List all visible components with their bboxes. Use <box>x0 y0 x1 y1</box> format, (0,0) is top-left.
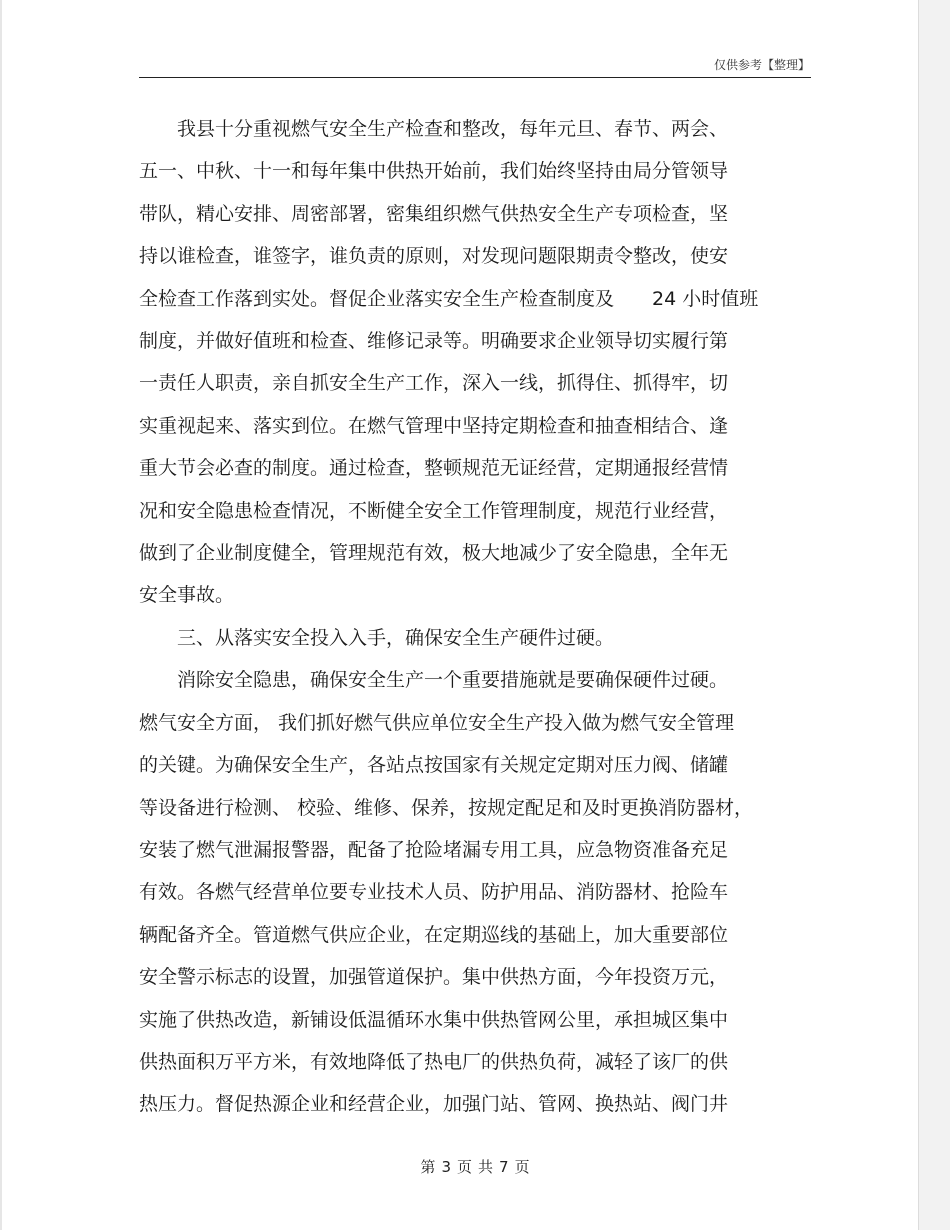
text-line: 三、从落实安全投入入手，确保安全生产硬件过硬。 <box>177 626 615 649</box>
text-line: 持以谁检查，谁签字，谁负责的原则，对发现问题限期责令整改，使安 <box>139 245 729 268</box>
text-line: 全检查工作落到实处。督促企业落实安全生产检查制度及 24 小时值班 <box>139 287 759 310</box>
text-line: 一责任人职责，亲自抓安全生产工作，深入一线，抓得住、抓得牢，切 <box>139 372 729 395</box>
page-header-note: 仅供参考【整理】 <box>713 58 810 72</box>
text-line: 安全事故。 <box>139 584 235 607</box>
text-line: 实施了供热改造，新铺设低温循环水集中供热管网公里，承担城区集中 <box>139 1008 729 1031</box>
document-body <box>139 108 819 1126</box>
text-line: 重大节会必查的制度。通过检查，整顿规范无证经营，定期通报经营情 <box>139 457 729 480</box>
total-page-number: 7 <box>499 1158 509 1176</box>
page-left-edge <box>0 0 2 1230</box>
footer-total-prefix: 共 <box>478 1158 494 1176</box>
text-line: 燃气安全方面， 我们抓好燃气供应单位安全生产投入做为燃气安全管理 <box>139 711 735 734</box>
header-rule <box>139 77 811 78</box>
paragraph-hardware <box>139 659 819 1125</box>
text-line: 制度，并做好值班和检查、维修记录等。明确要求企业领导切实履行第 <box>139 330 729 353</box>
text-line: 我县十分重视燃气安全生产检查和整改，每年元旦、春节、两会、 <box>177 118 729 140</box>
text-line: 五一、中秋、十一和每年集中供热开始前，我们始终坚持由局分管领导 <box>139 160 729 183</box>
text-line: 况和安全隐患检查情况，不断健全安全工作管理制度，规范行业经营， <box>139 499 729 522</box>
text-line: 有效。各燃气经营单位要专业技术人员、防护用品、消防器材、抢险车 <box>139 881 729 904</box>
text-line: 热压力。督促热源企业和经营企业，加强门站、管网、换热站、阀门井 <box>139 1093 729 1116</box>
text-line: 安装了燃气泄漏报警器，配备了抢险堵漏专用工具，应急物资准备充足 <box>139 838 729 861</box>
footer-suffix: 页 <box>514 1158 530 1176</box>
text-line: 带队，精心安排、周密部署，密集组织燃气供热安全生产专项检查，坚 <box>139 202 729 225</box>
text-line: 安全警示标志的设置，加强管道保护。集中供热方面，今年投资万元， <box>139 966 729 989</box>
text-line: 等设备进行检测、 校验、维修、保养，按规定配足和及时更换消防器材， <box>139 796 754 819</box>
page-footer <box>0 1156 950 1177</box>
text-line: 的关键。为确保安全生产，各站点按国家有关规定定期对压力阀、储罐 <box>139 754 729 777</box>
text-line: 供热面积万平方米，有效地降低了热电厂的供热负荷，减轻了该厂的供 <box>139 1050 729 1073</box>
section-heading-three <box>139 617 819 659</box>
paragraph-inspection <box>139 108 819 617</box>
text-line: 做到了企业制度健全，管理规范有效，极大地减少了安全隐患，全年无 <box>139 542 729 565</box>
text-line: 消除安全隐患，确保安全生产一个重要措施就是要确保硬件过硬。 <box>177 669 729 692</box>
page-right-margin <box>918 0 950 1230</box>
text-line: 辆配备齐全。管道燃气供应企业，在定期巡线的基础上，加大重要部位 <box>139 923 729 946</box>
footer-page-word: 页 <box>456 1158 472 1176</box>
current-page-number: 3 <box>441 1158 451 1176</box>
footer-prefix: 第 <box>420 1158 436 1176</box>
text-line: 实重视起来、落实到位。在燃气管理中坚持定期检查和抽查相结合、逢 <box>139 414 729 437</box>
